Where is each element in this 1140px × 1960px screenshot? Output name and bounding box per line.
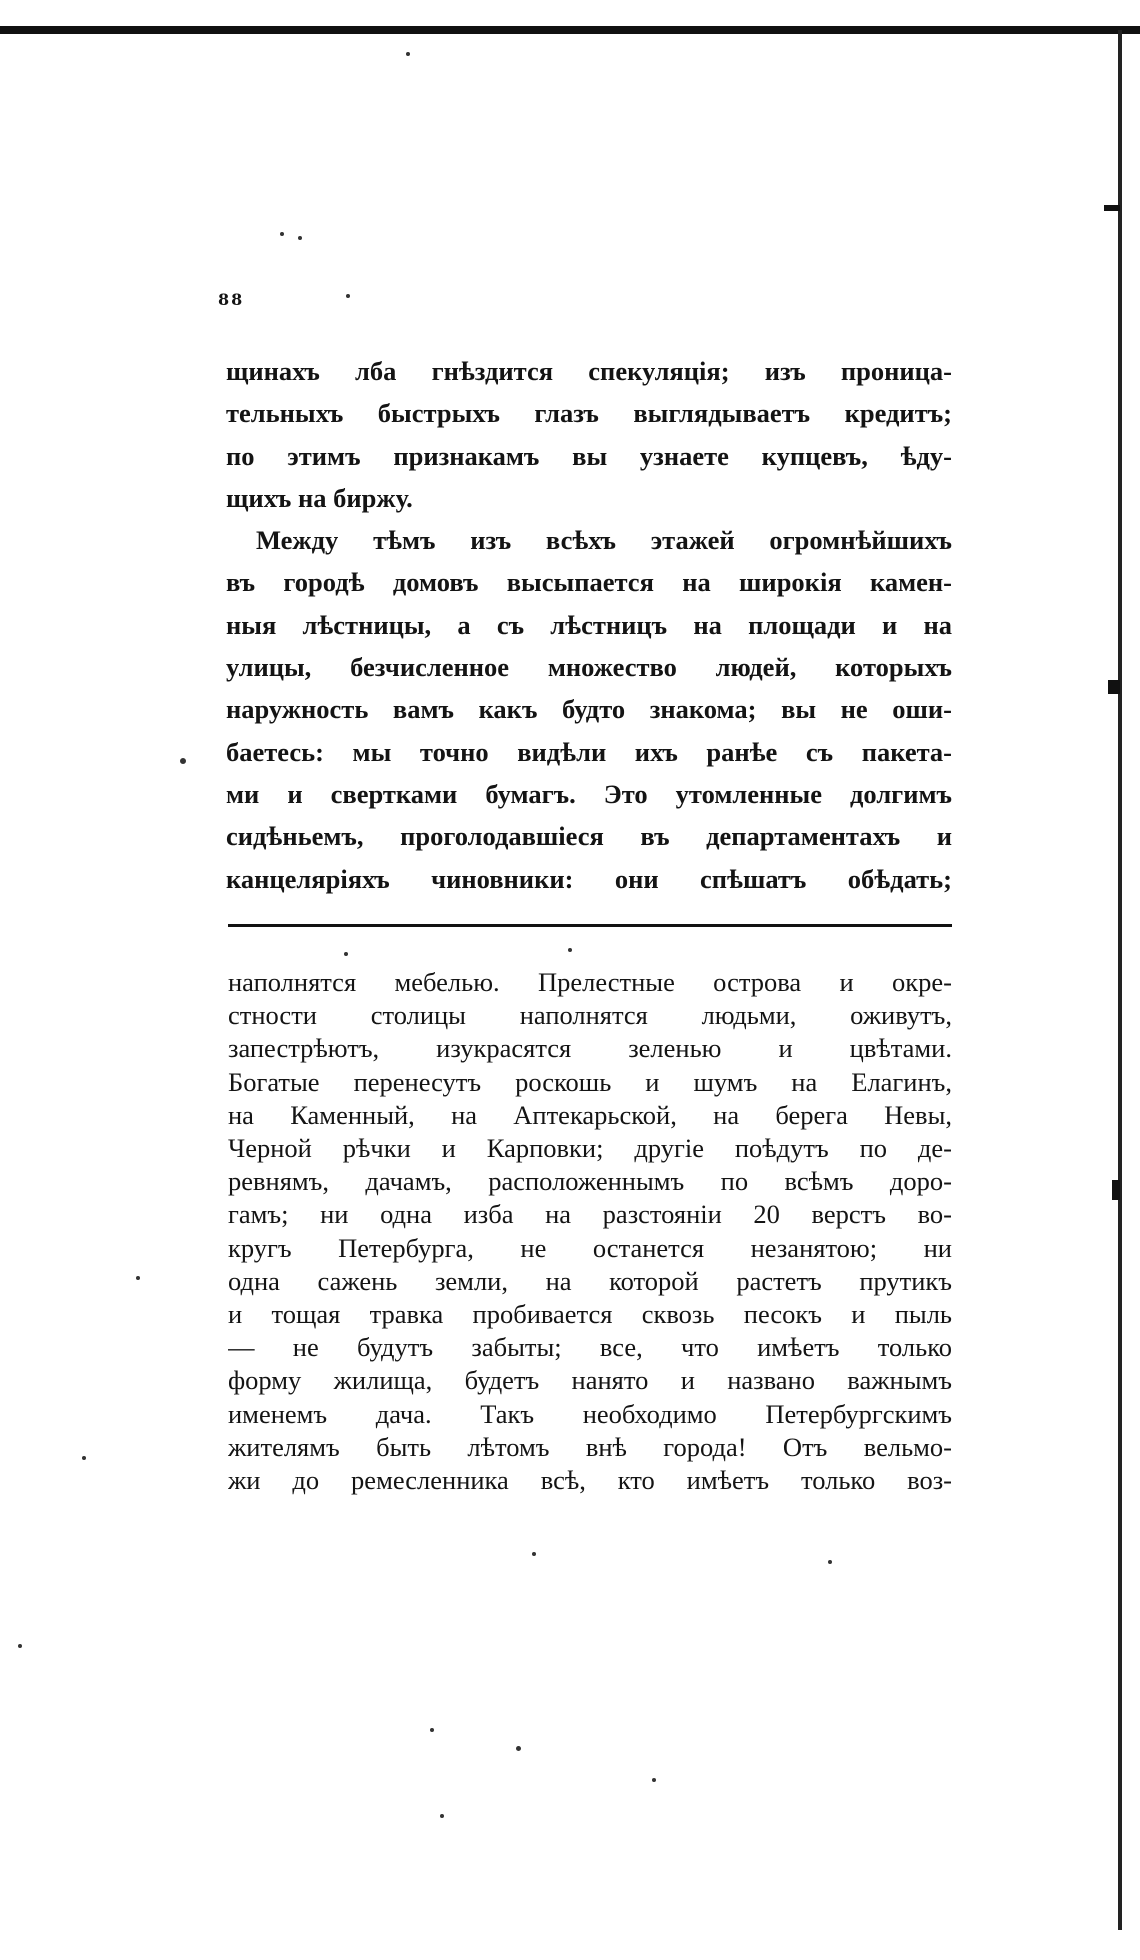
footnote-line: гамъ; ни одна изба на разстояніи 20 верстъ во- (228, 1199, 952, 1230)
text-line: баетесь: мы точно видѣли ихъ ранѣе съ пакета- (226, 736, 952, 767)
main-text (226, 350, 952, 900)
text-line: улицы, безчисленное множество людей, которыхъ (226, 652, 952, 683)
footnote-line: кругъ Петербурга, не останется незанятою; ни (228, 1232, 952, 1263)
text-line: наружность вамъ какъ будто знакома; вы не оши- (226, 694, 952, 725)
footnote-line: запестрѣютъ, изукрасятся зеленью и цвѣтами. (228, 1033, 952, 1064)
scan-speck (280, 232, 284, 236)
footnote-line: форму жилища, будетъ нанято и названо важнымъ (228, 1365, 952, 1396)
scan-speck (180, 758, 186, 764)
scan-edge-mark (1104, 205, 1120, 211)
scan-edge-mark (1112, 1180, 1120, 1200)
scan-speck (82, 1456, 86, 1460)
scan-speck (136, 1276, 140, 1280)
text-line: щинахъ лба гнѣздится спекуляція; изъ проница- (226, 356, 952, 386)
footnote-line: на Каменный, на Аптекарьской, на берега Невы, (228, 1099, 952, 1130)
scan-right-edge (1118, 30, 1122, 1930)
footnote-line: наполнятся мебелью. Прелестные острова и окре- (228, 967, 952, 997)
scan-speck (298, 236, 302, 240)
footnote-line: жителямъ быть лѣтомъ внѣ города! Отъ вельмо- (228, 1431, 952, 1462)
text-line: тельныхъ быстрыхъ глазъ выглядываетъ кредитъ; (226, 398, 952, 429)
scan-speck (406, 52, 410, 56)
text-line: щихъ на биржу. (226, 482, 413, 513)
footnote-line: и тощая травка пробивается сквозь песокъ и пыль (228, 1299, 952, 1330)
text-line: сидѣньемъ, проголодавшіеся въ департаментахъ и (226, 821, 952, 852)
scan-speck (516, 1746, 521, 1751)
text-line: по этимъ признакамъ вы узнаете купцевъ, ѣду- (226, 440, 952, 471)
scan-speck (652, 1778, 656, 1782)
footnote-line: одна сажень земли, на которой растетъ прутикъ (228, 1265, 952, 1296)
scan-speck (430, 1728, 434, 1732)
scan-speck (532, 1552, 536, 1556)
text-line: ныя лѣстницы, а съ лѣстницъ на площади и на (226, 609, 952, 640)
text-line: въ городѣ домовъ высыпается на широкія камен- (226, 567, 952, 598)
text-line: Между тѣмъ изъ всѣхъ этажей огромнѣйшихъ (256, 525, 952, 556)
scan-speck (344, 952, 348, 956)
text-line: ми и свертками бумагъ. Это утомленные долгимъ (226, 778, 952, 809)
footnote-line: жи до ремесленника всѣ, кто имѣетъ только воз- (228, 1465, 952, 1496)
scan-speck (568, 948, 572, 952)
footnote-line: Богатые перенесутъ роскошь и шумъ на Елагинъ, (228, 1066, 952, 1097)
footnote-line: именемъ дача. Такъ необходимо Петербургскимъ (228, 1398, 952, 1429)
footnote-line: — не будутъ забыты; все, что имѣетъ только (228, 1332, 952, 1363)
footnote-line: Черной рѣчки и Карповки; другіе поѣдутъ по де- (228, 1133, 952, 1164)
footnote-line: ревнямъ, дачамъ, расположеннымъ по всѣмъ доро- (228, 1166, 952, 1197)
footnote-line: стности столицы наполнятся людьми, оживутъ, (228, 1000, 952, 1031)
text-line: канцеляріяхъ чиновники: они спѣшатъ обѣдать; (226, 863, 952, 894)
footnote-text (228, 966, 952, 1497)
scan-speck (346, 294, 350, 298)
page-number: 88 (218, 290, 245, 309)
scan-edge-mark (1108, 680, 1120, 694)
scan-top-edge (0, 26, 1140, 34)
scan-speck (440, 1814, 444, 1818)
scan-speck (18, 1644, 22, 1648)
footnote-divider (228, 924, 952, 927)
scan-speck (828, 1560, 832, 1564)
